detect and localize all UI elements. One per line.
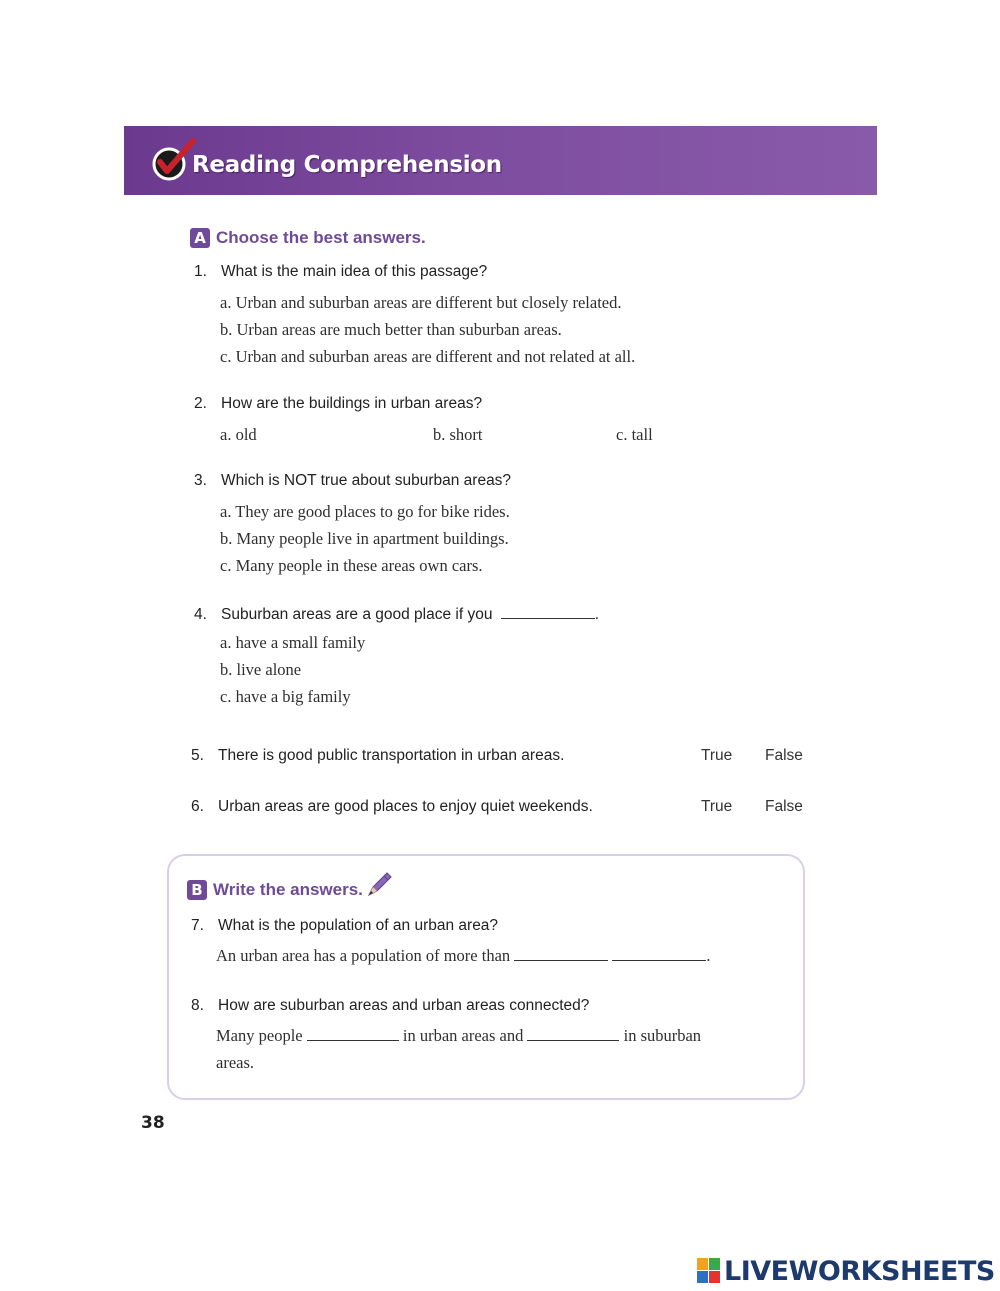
brand-logo: [697, 1254, 995, 1288]
q7-blank-1[interactable]: [514, 946, 608, 961]
section-b-badge: B: [187, 880, 207, 900]
q4-option-b[interactable]: b. live alone: [220, 660, 302, 679]
q3-option-b[interactable]: b. Many people live in apartment buildings.: [220, 529, 509, 548]
q2-option-b[interactable]: b. short: [433, 425, 483, 444]
question-3: 3. Which is NOT true about suburban areas?: [194, 472, 512, 489]
section-b-heading: [187, 880, 395, 900]
section-b-title: Write the answers.: [213, 880, 363, 899]
q3-option-a[interactable]: a. They are good places to go for bike rides.: [220, 502, 510, 521]
section-a-badge: A: [190, 228, 210, 248]
section-a-heading: [190, 228, 426, 248]
question-5: 5. There is good public transportation in urban areas.: [191, 747, 565, 764]
brand-text: LIVEWORKSHEETS: [724, 1255, 995, 1287]
q8-blank-2[interactable]: [527, 1026, 619, 1041]
q7-answer-line: An urban area has a population of more than .: [216, 946, 711, 965]
q6-true-option[interactable]: True: [701, 798, 733, 815]
page-number: 38: [141, 1113, 165, 1133]
section-a-title: Choose the best answers.: [216, 228, 426, 247]
q8-answer-line: Many people in urban areas and in suburban: [216, 1026, 702, 1045]
checkmark-icon: [148, 136, 198, 186]
header-banner: [124, 126, 877, 195]
q8-answer-line-2: areas.: [216, 1053, 255, 1072]
question-4: 4. Suburban areas are a good place if you .: [194, 606, 600, 623]
q1-option-b[interactable]: b. Urban areas are much better than suburban areas.: [220, 320, 562, 339]
question-1: 1. What is the main idea of this passage?: [194, 263, 488, 280]
q4-option-a[interactable]: a. have a small family: [220, 633, 366, 652]
q8-blank-1[interactable]: [307, 1026, 399, 1041]
question-8: 8. How are suburban areas and urban areas connected?: [191, 997, 590, 1014]
q7-blank-2[interactable]: [612, 946, 706, 961]
q4-blank: [501, 604, 595, 619]
q1-option-c[interactable]: c. Urban and suburban areas are different and not related at all.: [220, 347, 636, 366]
q6-false-option[interactable]: False: [765, 798, 803, 815]
q2-option-a[interactable]: a. old: [220, 425, 257, 444]
q1-option-a[interactable]: a. Urban and suburban areas are different but closely related.: [220, 293, 622, 312]
q5-true-option[interactable]: True: [701, 747, 733, 764]
question-2: 2. How are the buildings in urban areas?: [194, 395, 483, 412]
pencil-icon: [365, 869, 395, 899]
q4-option-c[interactable]: c. have a big family: [220, 687, 351, 706]
q3-option-c[interactable]: c. Many people in these areas own cars.: [220, 556, 483, 575]
question-6: 6. Urban areas are good places to enjoy quiet weekends.: [191, 798, 593, 815]
liveworksheets-icon: [697, 1258, 721, 1284]
question-7: 7. What is the population of an urban area?: [191, 917, 499, 934]
page-title: Reading Comprehension: [192, 152, 502, 178]
q5-false-option[interactable]: False: [765, 747, 803, 764]
q2-option-c[interactable]: c. tall: [616, 425, 653, 444]
